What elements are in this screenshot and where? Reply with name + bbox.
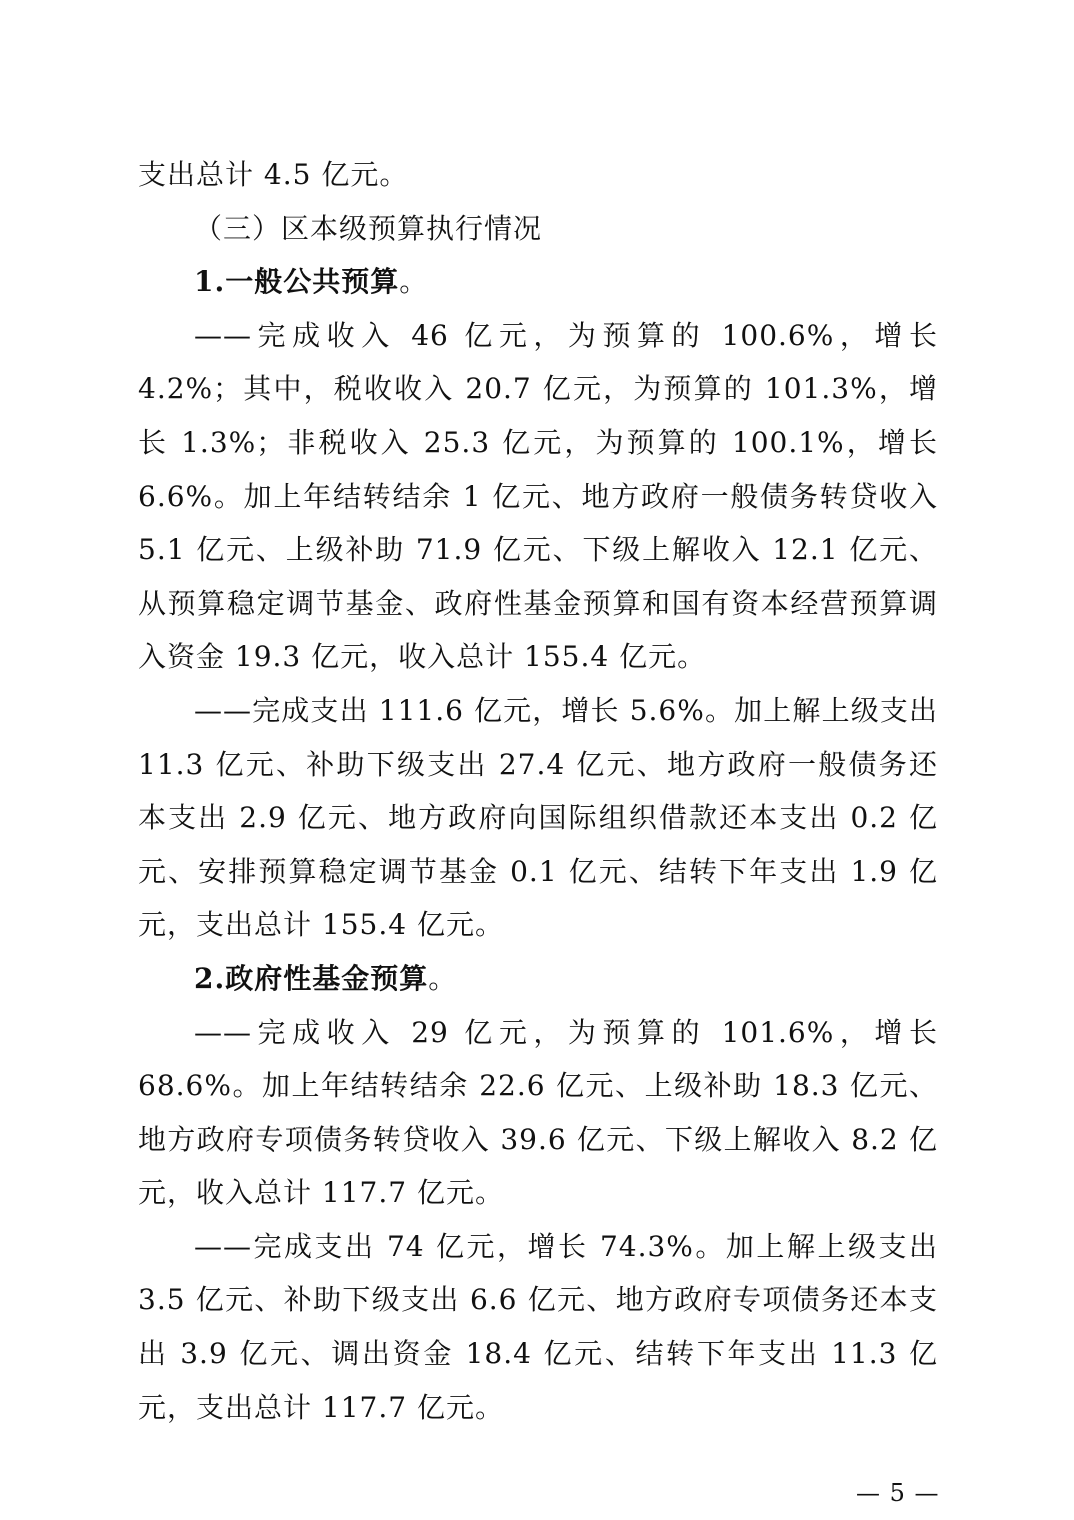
subheading-general-public-budget-suffix: 。 [399, 265, 429, 299]
subheading-government-fund-budget-bold: 2.政府性基金预算 [194, 961, 429, 995]
paragraph-fund-expenditure: ——完成支出 74 亿元，增长 74.3%。加上解上级支出 3.5 亿元、补助下级支出 6.6 亿元、地方政府专项债务还本支出 3.9 亿元、调出资金 18.4 亿元、结转下年支出 11.3 亿元，支出总计 117.7 亿元。 [138, 1229, 938, 1424]
subheading-government-fund-budget [138, 952, 938, 1006]
page-number: — 5 — [856, 1479, 940, 1507]
paragraph-general-revenue: ——完成收入 46 亿元，为预算的 100.6%，增长 4.2%；其中，税收收入 20.7 亿元，为预算的 101.3%，增长 1.3%；非税收入 25.3 亿元，为预算的 100.1%，增长 6.6%。加上年结转结余 1 亿元、地方政府一般债务转贷收入 5.1 亿元、上级补助 71.9 亿元、下级上解收入 12.1 亿元、从预算稳定调节基金、政府性基金预算和国有资本经营预算调入资金 19.3 亿元，收入总计 155.4 亿元。 [138, 318, 938, 674]
subheading-general-public-budget [138, 255, 938, 309]
document-body [138, 148, 938, 1434]
subheading-general-public-budget-bold: 1.一般公共预算 [194, 265, 400, 299]
paragraph-expense-total-carryover: 支出总计 4.5 亿元。 [138, 158, 409, 191]
subheading-government-fund-budget-suffix: 。 [428, 961, 458, 995]
section-heading-district-budget: （三）区本级预算执行情况 [194, 211, 543, 245]
paragraph-general-expenditure: ——完成支出 111.6 亿元，增长 5.6%。加上解上级支出 11.3 亿元、补助下级支出 27.4 亿元、地方政府一般债务还本支出 2.9 亿元、地方政府向国际组织借款还本支出 0.2 亿元、安排预算稳定调节基金 0.1 亿元、结转下年支出 1.9 亿元，支出总计 155.4 亿元。 [138, 693, 938, 942]
paragraph-fund-revenue: ——完成收入 29 亿元，为预算的 101.6%，增长 68.6%。加上年结转结余 22.6 亿元、上级补助 18.3 亿元、地方政府专项债务转贷收入 39.6 亿元、下级上解收入 8.2 亿元，收入总计 117.7 亿元。 [138, 1015, 938, 1210]
